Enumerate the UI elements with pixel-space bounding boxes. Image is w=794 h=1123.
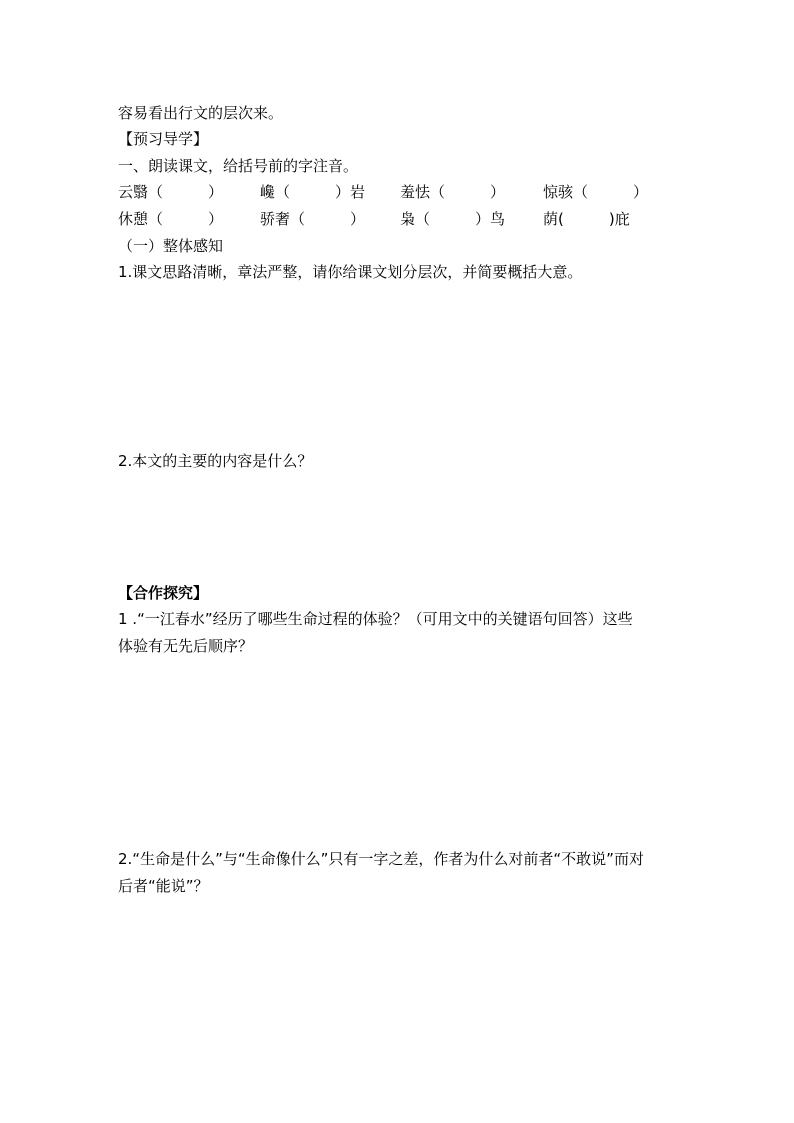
overall-question-1: 1.课文思路清晰，章法严整，请你给课文划分层次，并简要概括大意。 [118, 263, 583, 281]
coop-question-1-line-2: 体验有无先后顺序？ [118, 637, 254, 655]
pinyin-item: 荫( )庇 [543, 210, 630, 228]
coop-question-2-line-2: 后者“能说”？ [118, 877, 209, 895]
preview-heading: 【预习导学】 [118, 130, 209, 148]
question-1-instruction: 一、朗读课文，给括号前的字注音。 [118, 157, 359, 175]
overall-question-2: 2.本文的主要的内容是什么？ [118, 452, 313, 470]
coop-question-1-line-1: 1 .“一江春水”经历了哪些生命过程的体验？（可用文中的关键语句回答）这些 [118, 610, 633, 628]
overall-perception-heading: （一）整体感知 [118, 237, 224, 255]
pinyin-item: 巉（ ）岩 [260, 183, 366, 201]
pinyin-item: 羞怯（ ） [400, 183, 506, 201]
pinyin-item: 惊骇（ ） [543, 183, 649, 201]
pinyin-item: 骄奢（ ） [260, 210, 366, 228]
pinyin-item: 枭（ ）鸟 [400, 210, 506, 228]
pinyin-row-2 [118, 209, 678, 229]
cooperative-inquiry-heading: 【合作探究】 [118, 584, 209, 602]
pinyin-row-1 [118, 182, 678, 202]
pinyin-item: 云翳（ ） [118, 183, 224, 201]
coop-question-2-line-1: 2.“生命是什么”与“生命像什么”只有一字之差，作者为什么对前者“不敢说”而对 [118, 850, 644, 868]
pinyin-item: 休憩（ ） [118, 210, 224, 228]
intro-tail-text: 容易看出行文的层次来。 [118, 104, 284, 122]
